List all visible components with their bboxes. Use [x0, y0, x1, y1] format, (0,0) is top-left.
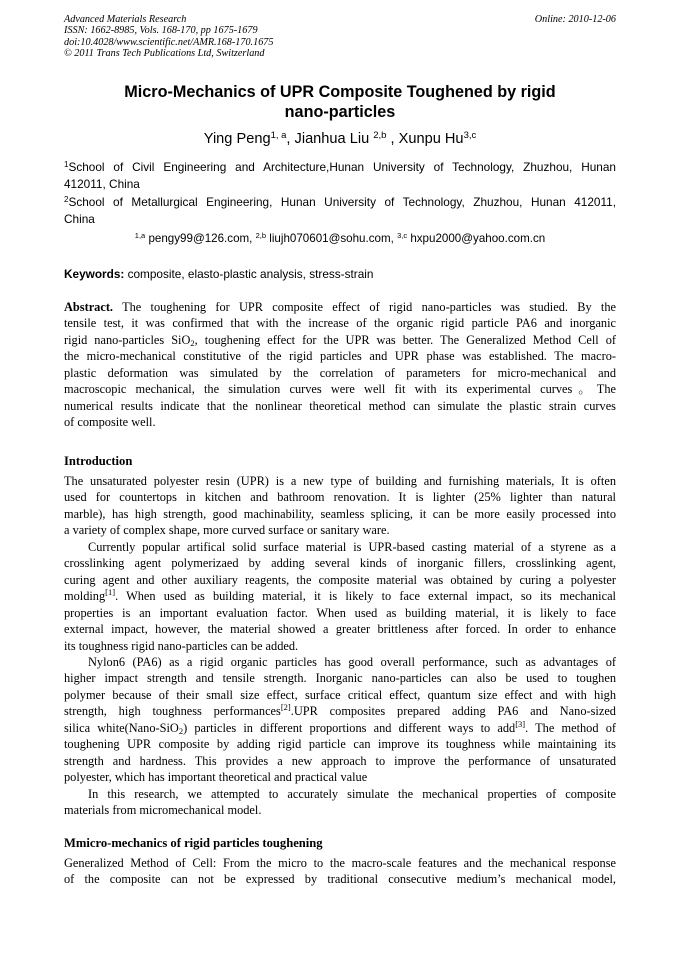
title-line-1: Micro-Mechanics of UPR Composite Toughened by rigid — [124, 83, 556, 101]
abstract-text: rigid nano-particles SiO — [64, 332, 191, 347]
paragraph-line: crosslinking agent polymerizaed by adding several kinds of inorganic fillers, crosslinking agent, — [64, 556, 616, 571]
author-name: Xunpu Hu — [398, 131, 464, 147]
author-affil-marker: 2,b — [373, 130, 387, 141]
paragraph-text: ) particles in different proportions and different ways to add — [183, 720, 516, 735]
paragraph-text: . When used as building material, it is likely to face external impact, so its mechanical — [115, 589, 616, 604]
author-emails — [64, 231, 616, 247]
paragraph-line — [64, 703, 616, 719]
subscript: 2 — [190, 337, 195, 348]
abstract-line: macroscopic mechanical, the simulation curves were well fit with its experimental curves。The — [64, 382, 616, 397]
author-separator: , — [286, 131, 295, 147]
paragraph-line: higher impact strength and tensile strength. Inorganic nano-particles can also be used to toughen — [64, 671, 616, 686]
author-separator: , — [386, 131, 399, 147]
title-line-2: nano-particles — [284, 103, 396, 121]
email-address: pengy99@126.com, — [145, 232, 256, 245]
paragraph-line: marble), has high strength, good machinability, seamless splicing, it can be more easily processed into — [64, 506, 616, 521]
abstract-line: tensile test, it was confirmed that with the increase of the organic rigid particle PA6 and inorganic — [64, 316, 616, 331]
micro-mechanics-body — [64, 855, 616, 888]
keywords-label: Keywords: — [64, 267, 125, 281]
affiliation-text: School of Civil Engineering and Architecture,Hunan University of Technology, Zhuzhou, Hunan — [68, 160, 616, 174]
author-name: Ying Peng — [203, 131, 271, 147]
affiliation-line — [64, 194, 616, 211]
affiliation-line — [64, 159, 616, 176]
citation-ref: [3] — [515, 718, 526, 729]
issn-line: ISSN: 1662-8985, Vols. 168-170, pp 1675-1679 — [64, 25, 258, 37]
abstract-line: the micro-mechanical constitutive of the rigid particles and UPR phase was established. The macro- — [64, 349, 616, 364]
citation-ref: [1] — [105, 587, 116, 598]
paragraph-line: materials from micromechanical model. — [64, 803, 262, 818]
copyright-line: © 2011 Trans Tech Publications Ltd, Switzerland — [64, 48, 265, 60]
abstract — [64, 299, 616, 431]
citation-ref: [2] — [280, 702, 291, 713]
paragraph-line: toughening UPR composite by adding rigid particle can improve its toughness while maintaining its — [64, 737, 616, 752]
email-marker: 1,a — [134, 231, 146, 240]
paper-title — [64, 82, 616, 122]
affiliation-line: China — [64, 211, 95, 226]
introduction-body — [64, 473, 616, 819]
paragraph-text: . The method of — [525, 720, 616, 735]
paragraph-line: curing agent and other auxiliary reagents, the composite material was obtained by curing a polyester — [64, 572, 616, 587]
affiliation-2 — [64, 194, 616, 227]
author-list — [64, 130, 616, 148]
abstract-line — [64, 332, 616, 348]
paragraph-line: its toughness rigid nano-particles can be added. — [64, 638, 299, 653]
online-date: Online: 2010-12-06 — [534, 14, 616, 25]
paragraph-text: silica white(Nano-SiO — [64, 720, 179, 735]
paragraph-line: external impact, however, the material showed a greater brittleness after forced. In order to enhance — [64, 622, 616, 637]
keywords-text: composite, elasto-plastic analysis, stress-strain — [124, 267, 374, 281]
paragraph-text: .UPR composites prepared adding PA6 and Nano-sized — [290, 704, 616, 719]
abstract-label: Abstract. — [64, 300, 114, 314]
email-marker: 3,c — [397, 231, 408, 240]
paragraph-line — [64, 588, 616, 604]
abstract-line: plastic deformation was simulated by the correlation of parameters for micro-mechanical and — [64, 365, 616, 380]
affiliation-marker: 1 — [64, 160, 69, 169]
paragraph-line: of the composite can not be expressed by traditional consecutive medium’s mechanical model, — [64, 872, 616, 887]
journal-header — [64, 14, 616, 60]
author-affil-marker: 1, a — [270, 130, 287, 141]
author-affil-marker: 3,c — [463, 130, 477, 141]
paragraph-line — [64, 720, 616, 736]
paragraph-line: a variety of complex shape, more curved surface or sanitary ware. — [64, 523, 390, 538]
abstract-line — [64, 299, 616, 315]
paragraph-text: molding — [64, 589, 106, 604]
paragraph-text: strength, high toughness performances — [64, 704, 281, 719]
abstract-text: , toughening effect for the UPR was better. The Generalized Method Cell of — [194, 332, 616, 347]
journal-name: Advanced Materials Research — [64, 14, 187, 25]
paragraph-line: used for countertops in kitchen and bathroom renovation. It is lighter (25% lighter than natural — [64, 490, 616, 505]
paragraph-line: The unsaturated polyester resin (UPR) is a new type of building and furnishing materials, It is often — [64, 474, 616, 488]
paragraph-line: Nylon6 (PA6) as a rigid organic particles has good overall performance, such as advantages of — [88, 654, 616, 669]
abstract-text: The toughening for UPR composite effect of rigid nano-particles was studied. By the — [113, 300, 616, 314]
keywords — [64, 266, 616, 282]
paragraph-line: Currently popular artifical solid surface material is UPR-based casting material of a styrene as a — [88, 539, 616, 554]
email-address: liujh070601@sohu.com, — [266, 232, 398, 245]
affiliation-1 — [64, 159, 616, 192]
affiliation-marker: 2 — [64, 195, 69, 204]
abstract-line: numerical results indicate that the nonlinear theoretical method can simulate the plastic strain curves — [64, 398, 616, 413]
abstract-line: of composite well. — [64, 415, 156, 430]
doi-line: doi:10.4028/www.scientific.net/AMR.168-170.1675 — [64, 36, 274, 48]
email-address: hxpu2000@yahoo.com.cn — [407, 232, 546, 245]
paragraph-line: Generalized Method of Cell: From the micro to the macro-scale features and the mechanical response — [64, 856, 616, 870]
paragraph-line: In this research, we attempted to accurately simulate the mechanical properties of composite — [88, 786, 616, 801]
paragraph-line: polymer because of their small size effect, surface critical effect, quantum size effect and with high — [64, 687, 616, 702]
paragraph-line: polyester, which has important theoretical and practical value — [64, 770, 368, 785]
paragraph-line: properties is an important evaluation factor. When used as building material, it is likely to face — [64, 605, 616, 620]
section-heading-introduction: Introduction — [64, 454, 133, 468]
subscript: 2 — [178, 725, 184, 736]
affiliation-text: School of Metallurgical Engineering, Hunan University of Technology, Zhuzhou, Hunan 412011, — [68, 195, 616, 209]
paragraph-line: strength and hardness. This provides a new approach to improve the performance of unsaturated — [64, 753, 616, 768]
affiliation-line: 412011, China — [64, 176, 140, 191]
section-heading-micro-mechanics: Mmicro-mechanics of rigid particles toughening — [64, 836, 323, 850]
author-name: Jianhua Liu — [294, 131, 374, 147]
email-marker: 2,b — [255, 231, 267, 240]
